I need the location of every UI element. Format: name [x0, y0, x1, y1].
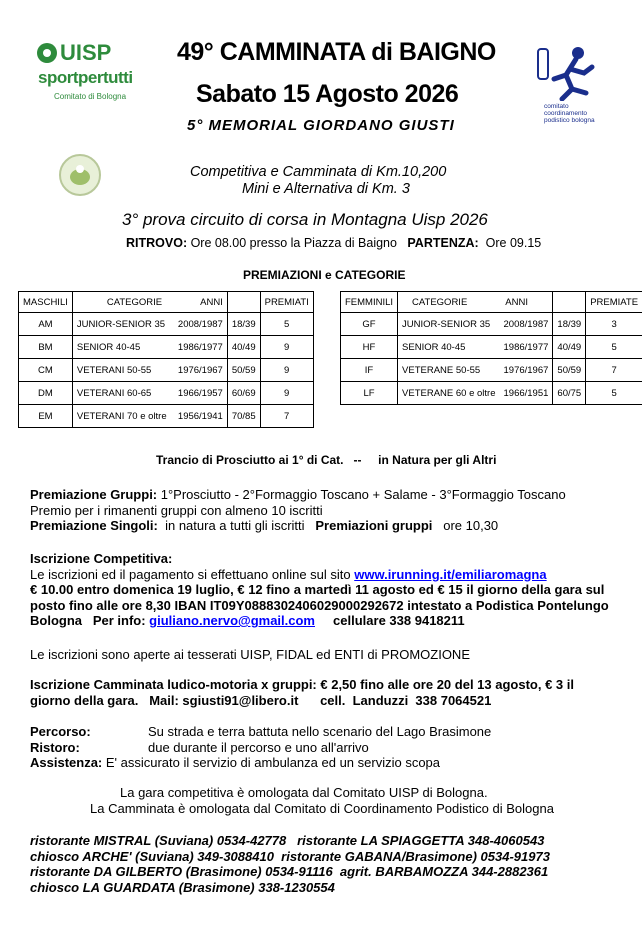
cell: SENIOR 40-45 [398, 336, 500, 359]
cell: VETERANI 60-65 [72, 382, 172, 405]
table-row [341, 292, 642, 313]
female-header-cell: CATEGORIE ANNI [398, 292, 553, 313]
badge-icon [58, 153, 102, 197]
info-text: Su strada e terra battuta nello scenario del Lago Brasimone [148, 724, 492, 739]
cell: VETERANE 60 e oltre [398, 382, 500, 405]
singoli-label: Premiazione Singoli: [30, 518, 158, 533]
cell: 50/59 [553, 359, 586, 382]
cell: 1966/1957 [173, 382, 228, 405]
cell: 60/75 [553, 382, 586, 405]
aperte: Le iscrizioni sono aperte ai tesserati UISP, FIDAL ed ENTI di PROMOZIONE [30, 647, 470, 662]
cell: VETERANE 50-55 [398, 359, 500, 382]
ristorante-line: ristorante MISTRAL (Suviana) 0534-42778 ristorante LA SPIAGGETTA 348-4060543 [30, 833, 545, 848]
table-row [341, 336, 642, 359]
cell: EM [19, 405, 73, 428]
male-header-cell: PREMIATI [260, 292, 313, 313]
male-header-cell [227, 292, 260, 313]
female-table [340, 291, 642, 405]
cell: 1956/1941 [173, 405, 228, 428]
cell: 50/59 [227, 359, 260, 382]
cell: 5 [586, 336, 642, 359]
cell: 1986/1977 [173, 336, 228, 359]
cell: 2008/1987 [173, 313, 228, 336]
table-row [19, 405, 314, 428]
cell: AM [19, 313, 73, 336]
circuit: 3° prova circuito di corsa in Montagna Uisp 2026 [122, 210, 488, 229]
iscrizione-cam-line2: giorno della gara. Mail: sgiusti91@libero.it cell. Landuzzi 338 7064521 [30, 692, 492, 708]
cell: JUNIOR-SENIOR 35 [398, 313, 500, 336]
info-text: E' assicurato il servizio di ambulanza ed un servizio scopa [102, 755, 441, 770]
info-percorso [30, 724, 630, 740]
iscrizione-comp-line4 [30, 613, 635, 629]
cell: 40/49 [553, 336, 586, 359]
iscrizione-comp-line2: € 10.00 entro domenica 19 luglio, € 12 fino a martedì 11 agosto ed € 15 il giorno della gara sul [30, 582, 605, 597]
gruppi-block [30, 487, 630, 534]
cell: 2008/1987 [500, 313, 553, 336]
gruppi-line2: Premio per i rimanenti gruppi con almeno 10 iscritti [30, 502, 323, 518]
cell: 5 [260, 313, 313, 336]
iscrizione-comp-block [30, 551, 635, 629]
partenza-text: Ore 09.15 [485, 236, 542, 250]
ristoranti-block [30, 833, 635, 895]
ritrovo-label: RITROVO: [126, 236, 188, 250]
omologa-line2: La Camminata è omologata dal Comitato di Coordinamento Podistico di Bologna [90, 801, 554, 816]
cell: 18/39 [227, 313, 260, 336]
cell: VETERANI 50-55 [72, 359, 172, 382]
cell: 1976/1967 [500, 359, 553, 382]
info-label: Ristoro: [30, 739, 80, 755]
uisp-emblem-icon [36, 42, 58, 64]
irunning-link[interactable]: www.irunning.it/emiliaromagna [354, 566, 547, 582]
cell: 1986/1977 [500, 336, 553, 359]
info-text: due durante il percorso e uno all'arrivo [148, 739, 369, 755]
cell: 70/85 [227, 405, 260, 428]
ristorante-line: ristorante DA GILBERTO (Brasimone) 0534-91116 agrit. BARBAMOZZA 344-2882361 [30, 864, 549, 879]
ristorante-line: chiosco LA GUARDATA (Brasimone) 338-1230554 [30, 879, 335, 895]
iscrizione-comp-line3: posto fino alle ore 8,30 IBAN IT09Y0888302406029000292672 intestato a Podistica Pontelungo [30, 597, 609, 613]
info-assistenza [30, 755, 630, 771]
iscrizione-comp-title: Iscrizione Competitiva: [30, 551, 173, 566]
runner-icon [532, 45, 612, 101]
table-row [341, 313, 642, 336]
cell: CM [19, 359, 73, 382]
ora-text: ore 10,30 [432, 518, 499, 533]
iscrizione-cam-block [30, 677, 635, 708]
iscrizione-comp-line1 [30, 567, 635, 583]
male-header-cell: CATEGORIE ANNI [72, 292, 227, 313]
omologa-line1: La gara competitiva è omologata dal Comitato UISP di Bologna. [120, 785, 488, 800]
info-label: Assistenza: [30, 755, 103, 770]
gruppi-line [30, 487, 630, 503]
ritrovo-line [126, 236, 541, 250]
cell: 3 [586, 313, 642, 336]
table-row [19, 359, 314, 382]
singoli-text: in natura a tutti gli iscritti [157, 518, 316, 533]
cell: SENIOR 40-45 [72, 336, 172, 359]
uisp-committee: Comitato di Bologna [54, 92, 127, 101]
table-row [341, 359, 642, 382]
line1-text: Le iscrizioni ed il pagamento si effettuano online sul sito [30, 566, 355, 582]
gruppi-label: Premiazione Gruppi: [30, 487, 158, 502]
table-row [19, 292, 314, 313]
title-line1: 49° CAMMINATA di BAIGNO [177, 38, 496, 66]
email-link[interactable]: giuliano.nervo@gmail.com [149, 613, 315, 628]
table-row [341, 382, 642, 405]
female-header-cell: PREMIATE [586, 292, 642, 313]
ccp-logo [532, 45, 622, 125]
line4a: Bologna Per info: [30, 613, 150, 628]
memorial: 5° MEMORIAL GIORDANO GIUSTI [187, 117, 455, 134]
intro-line2: Mini e Alternativa di Km. 3 [242, 181, 410, 197]
cell: 18/39 [553, 313, 586, 336]
cell: 9 [260, 336, 313, 359]
cell: LF [341, 382, 398, 405]
uisp-brand: UISP [60, 40, 112, 65]
gruppi-text: 1°Prosciutto - 2°Formaggio Toscano + Salame - 3°Formaggio Toscano [157, 487, 566, 502]
cell: 40/49 [227, 336, 260, 359]
ristorante-line: chiosco ARCHE' (Suviana) 349-3088410 ristorante GABANA/Brasimone) 0534-91973 [30, 848, 550, 864]
table-row [19, 313, 314, 336]
cell: 1966/1951 [500, 382, 553, 405]
male-table [18, 291, 314, 428]
iscrizione-cam-line1: Iscrizione Camminata ludico-motoria x gruppi: € 2,50 fino alle ore 20 del 13 agosto, € 3 il [30, 677, 574, 692]
cell: 1976/1967 [173, 359, 228, 382]
event-badge-logo [58, 153, 102, 202]
cell: 60/69 [227, 382, 260, 405]
info-ristoro [30, 740, 630, 756]
uisp-tagline: sportpertutti [38, 68, 133, 87]
cell: 9 [260, 382, 313, 405]
cell: VETERANI 70 e oltre [72, 405, 172, 428]
intro-line1: Competitiva e Camminata di Km.10,200 [190, 164, 447, 180]
cell: GF [341, 313, 398, 336]
ora-label: Premiazioni gruppi [315, 518, 433, 533]
cell: HF [341, 336, 398, 359]
premiazioni-title: PREMIAZIONI e CATEGORIE [243, 268, 406, 282]
info-label: Percorso: [30, 724, 91, 739]
line4b: cellulare 338 9418211 [315, 613, 465, 628]
cell: 7 [260, 405, 313, 428]
ritrovo-text: Ore 08.00 presso la Piazza di Baigno [187, 236, 397, 250]
cell: DM [19, 382, 73, 405]
male-header-cell: MASCHILI [19, 292, 73, 313]
table-row [19, 336, 314, 359]
partenza-label: PARTENZA: [407, 236, 479, 250]
cell: BM [19, 336, 73, 359]
female-header-cell: FEMMINILI [341, 292, 398, 313]
cell: 5 [586, 382, 642, 405]
title-line2: Sabato 15 Agosto 2026 [196, 80, 459, 108]
info-block [30, 724, 630, 771]
cell: JUNIOR-SENIOR 35 [72, 313, 172, 336]
cell: 7 [586, 359, 642, 382]
ccp-text: comitato coordinamento podistico bologna [544, 103, 595, 124]
cell: IF [341, 359, 398, 382]
uisp-logo [36, 40, 146, 110]
female-header-cell [553, 292, 586, 313]
singoli-line [30, 518, 630, 534]
trancio: Trancio di Prosciutto ai 1° di Cat. -- in Natura per gli Altri [156, 453, 497, 467]
table-row [19, 382, 314, 405]
cell: 9 [260, 359, 313, 382]
